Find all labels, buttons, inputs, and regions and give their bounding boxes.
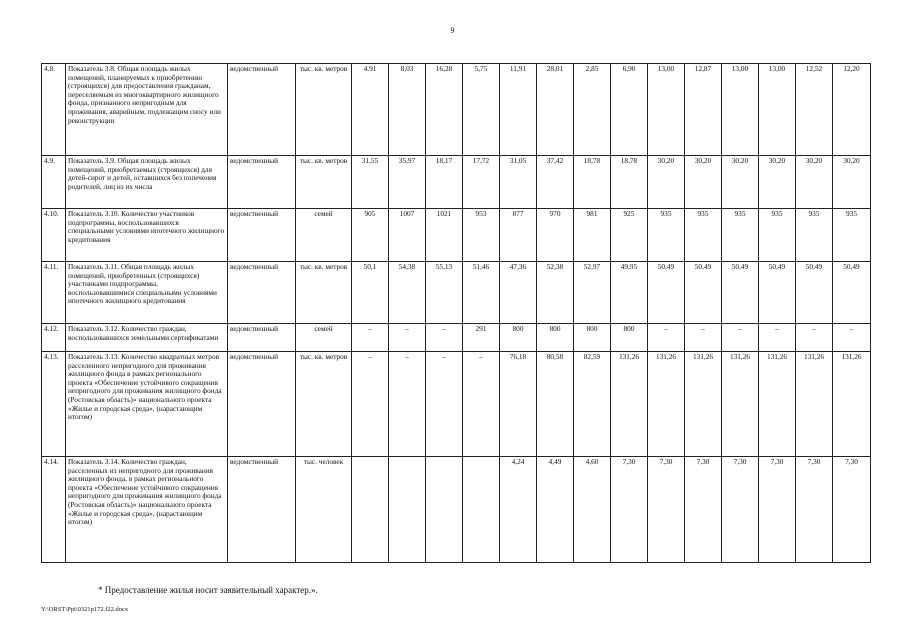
- value-cell: 13,00: [648, 64, 685, 156]
- value-cell: 7,30: [648, 457, 685, 563]
- row-number-cell: 4.14.: [42, 457, 66, 563]
- value-cell: 7,30: [759, 457, 796, 563]
- value-cell: 17,72: [463, 156, 500, 209]
- value-cell: –: [759, 324, 796, 352]
- value-cell: 935: [648, 209, 685, 262]
- value-cell: –: [648, 324, 685, 352]
- value-cell: 82,59: [574, 352, 611, 457]
- value-cell: 51,46: [463, 262, 500, 324]
- value-cell: [426, 457, 463, 563]
- value-cell: 35,97: [389, 156, 426, 209]
- value-cell: [389, 457, 426, 563]
- footnote: * Предоставление жилья носит заявительный характер.».: [98, 585, 318, 595]
- value-cell: [352, 457, 389, 563]
- value-cell: 4,60: [574, 457, 611, 563]
- indicator-name-cell: Показатель 3.13. Количество квадратных метров расселенного непригодного для проживания жилищного фонда в рамках регионального проекта «Обеспечение устойчивого сокращения непригодного для проживания жилищного фонда (Ростовская область)» национального проекта «Жилье и городская среда», (нарастающим итогом): [66, 352, 228, 457]
- value-cell: 5,75: [463, 64, 500, 156]
- value-cell: 2,85: [574, 64, 611, 156]
- value-cell: 800: [611, 324, 648, 352]
- value-cell: 4,49: [537, 457, 574, 563]
- value-cell: 7,30: [796, 457, 833, 563]
- row-number-cell: 4.8.: [42, 64, 66, 156]
- value-cell: 30,20: [833, 156, 871, 209]
- value-cell: 970: [537, 209, 574, 262]
- value-cell: 935: [759, 209, 796, 262]
- indicators-table: [41, 63, 871, 563]
- table-row: [42, 324, 871, 352]
- value-cell: 30,20: [648, 156, 685, 209]
- row-number-cell: 4.10.: [42, 209, 66, 262]
- value-cell: 31,55: [352, 156, 389, 209]
- value-cell: 18,78: [574, 156, 611, 209]
- value-cell: 13,00: [759, 64, 796, 156]
- indicator-name-cell: Показатель 3.10. Количество участников подпрограммы, воспользовавшихся специальными условиями ипотечного жилищного кредитования: [66, 209, 228, 262]
- source-cell: ведомственный: [228, 324, 296, 352]
- value-cell: 47,36: [500, 262, 537, 324]
- row-number-cell: 4.12.: [42, 324, 66, 352]
- value-cell: [463, 457, 500, 563]
- value-cell: –: [389, 324, 426, 352]
- row-number-cell: 4.9.: [42, 156, 66, 209]
- value-cell: 6,90: [611, 64, 648, 156]
- value-cell: –: [722, 324, 759, 352]
- value-cell: 291: [463, 324, 500, 352]
- value-cell: 131,26: [611, 352, 648, 457]
- indicator-name-cell: Показатель 3.8. Общая площадь жилых помещений, планируемых к приобретению (строящихся) для предоставления гражданам, переселяемым из многоквартирного жилищного фонда, признанного непригодным для проживания, аварийным, подлежащим сносу или реконструкции: [66, 64, 228, 156]
- value-cell: –: [463, 352, 500, 457]
- source-cell: ведомственный: [228, 352, 296, 457]
- table-row: [42, 156, 871, 209]
- value-cell: 800: [574, 324, 611, 352]
- unit-cell: семей: [296, 324, 352, 352]
- value-cell: 18,17: [426, 156, 463, 209]
- value-cell: 7,30: [685, 457, 722, 563]
- value-cell: 54,38: [389, 262, 426, 324]
- value-cell: –: [685, 324, 722, 352]
- value-cell: 49,95: [611, 262, 648, 324]
- value-cell: 4,24: [500, 457, 537, 563]
- table-row: [42, 209, 871, 262]
- file-path: Y:\ORST\Ppi\0321p172.f22.docx: [41, 606, 129, 613]
- value-cell: 11,91: [500, 64, 537, 156]
- value-cell: 877: [500, 209, 537, 262]
- value-cell: 131,26: [796, 352, 833, 457]
- source-cell: ведомственный: [228, 209, 296, 262]
- value-cell: 50,49: [722, 262, 759, 324]
- value-cell: 18,78: [611, 156, 648, 209]
- unit-cell: тыс. кв. метров: [296, 352, 352, 457]
- value-cell: 31,05: [500, 156, 537, 209]
- source-cell: ведомственный: [228, 262, 296, 324]
- value-cell: 50,49: [685, 262, 722, 324]
- unit-cell: тыс. кв. метров: [296, 262, 352, 324]
- value-cell: 7,30: [611, 457, 648, 563]
- value-cell: 935: [796, 209, 833, 262]
- value-cell: 935: [833, 209, 871, 262]
- table-row: [42, 457, 871, 563]
- value-cell: –: [796, 324, 833, 352]
- row-number-cell: 4.11.: [42, 262, 66, 324]
- value-cell: 37,42: [537, 156, 574, 209]
- value-cell: 953: [463, 209, 500, 262]
- value-cell: –: [352, 352, 389, 457]
- value-cell: –: [389, 352, 426, 457]
- value-cell: 12,20: [833, 64, 871, 156]
- value-cell: –: [833, 324, 871, 352]
- value-cell: 16,28: [426, 64, 463, 156]
- value-cell: 131,26: [759, 352, 796, 457]
- table-row: [42, 352, 871, 457]
- value-cell: 131,26: [722, 352, 759, 457]
- indicator-name-cell: Показатель 3.9. Общая площадь жилых помещений, приобретаемых (строящихся) для детей-сирот и детей, оставшихся без попечения родителей, лиц из их числа: [66, 156, 228, 209]
- unit-cell: тыс. человек: [296, 457, 352, 563]
- indicator-name-cell: Показатель 3.11. Общая площадь жилых помещений, приобретенных (строящихся) участниками подпрограммы, воспользовавшимися специальными условиями ипотечного жилищного кредитования: [66, 262, 228, 324]
- value-cell: 50,1: [352, 262, 389, 324]
- value-cell: –: [426, 352, 463, 457]
- value-cell: 30,20: [796, 156, 833, 209]
- table-row: [42, 64, 871, 156]
- page-number: 9: [450, 26, 455, 35]
- value-cell: 50,49: [796, 262, 833, 324]
- value-cell: 28,01: [537, 64, 574, 156]
- row-number-cell: 4.13.: [42, 352, 66, 457]
- value-cell: 935: [685, 209, 722, 262]
- value-cell: 800: [500, 324, 537, 352]
- unit-cell: тыс. кв. метров: [296, 156, 352, 209]
- value-cell: 981: [574, 209, 611, 262]
- value-cell: 4.91: [352, 64, 389, 156]
- value-cell: 30,20: [722, 156, 759, 209]
- value-cell: 7,30: [722, 457, 759, 563]
- value-cell: 131,26: [833, 352, 871, 457]
- value-cell: 30,20: [759, 156, 796, 209]
- value-cell: 925: [611, 209, 648, 262]
- source-cell: ведомственный: [228, 457, 296, 563]
- source-cell: ведомственный: [228, 64, 296, 156]
- value-cell: 1021: [426, 209, 463, 262]
- value-cell: 905: [352, 209, 389, 262]
- value-cell: 76,18: [500, 352, 537, 457]
- source-cell: ведомственный: [228, 156, 296, 209]
- value-cell: 1007: [389, 209, 426, 262]
- value-cell: 50,49: [648, 262, 685, 324]
- value-cell: 52,97: [574, 262, 611, 324]
- value-cell: –: [426, 324, 463, 352]
- value-cell: 935: [722, 209, 759, 262]
- value-cell: 8,03: [389, 64, 426, 156]
- value-cell: 12,52: [796, 64, 833, 156]
- value-cell: –: [352, 324, 389, 352]
- value-cell: 55,13: [426, 262, 463, 324]
- table-row: [42, 262, 871, 324]
- value-cell: 131,26: [685, 352, 722, 457]
- value-cell: 13,00: [722, 64, 759, 156]
- value-cell: 131,26: [648, 352, 685, 457]
- indicator-name-cell: Показатель 3.14. Количество граждан, расселенных из непригодного для проживания жилищного фонда, в рамках регионального проекта «Обеспечение устойчивого сокращения непригодного для проживания жилищного фонда (Ростовская область)» национального проекта «Жилье и городская среда», (нарастающим итогом): [66, 457, 228, 563]
- value-cell: 30,20: [685, 156, 722, 209]
- unit-cell: тыс. кв. метров: [296, 64, 352, 156]
- value-cell: 80,58: [537, 352, 574, 457]
- indicator-name-cell: Показатель 3.12. Количество граждан, воспользовавшихся земельными сертификатами: [66, 324, 228, 352]
- value-cell: 7,30: [833, 457, 871, 563]
- value-cell: 12,87: [685, 64, 722, 156]
- value-cell: 50,49: [759, 262, 796, 324]
- value-cell: 800: [537, 324, 574, 352]
- value-cell: 50,49: [833, 262, 871, 324]
- table-body: [42, 64, 871, 563]
- unit-cell: семей: [296, 209, 352, 262]
- value-cell: 52,38: [537, 262, 574, 324]
